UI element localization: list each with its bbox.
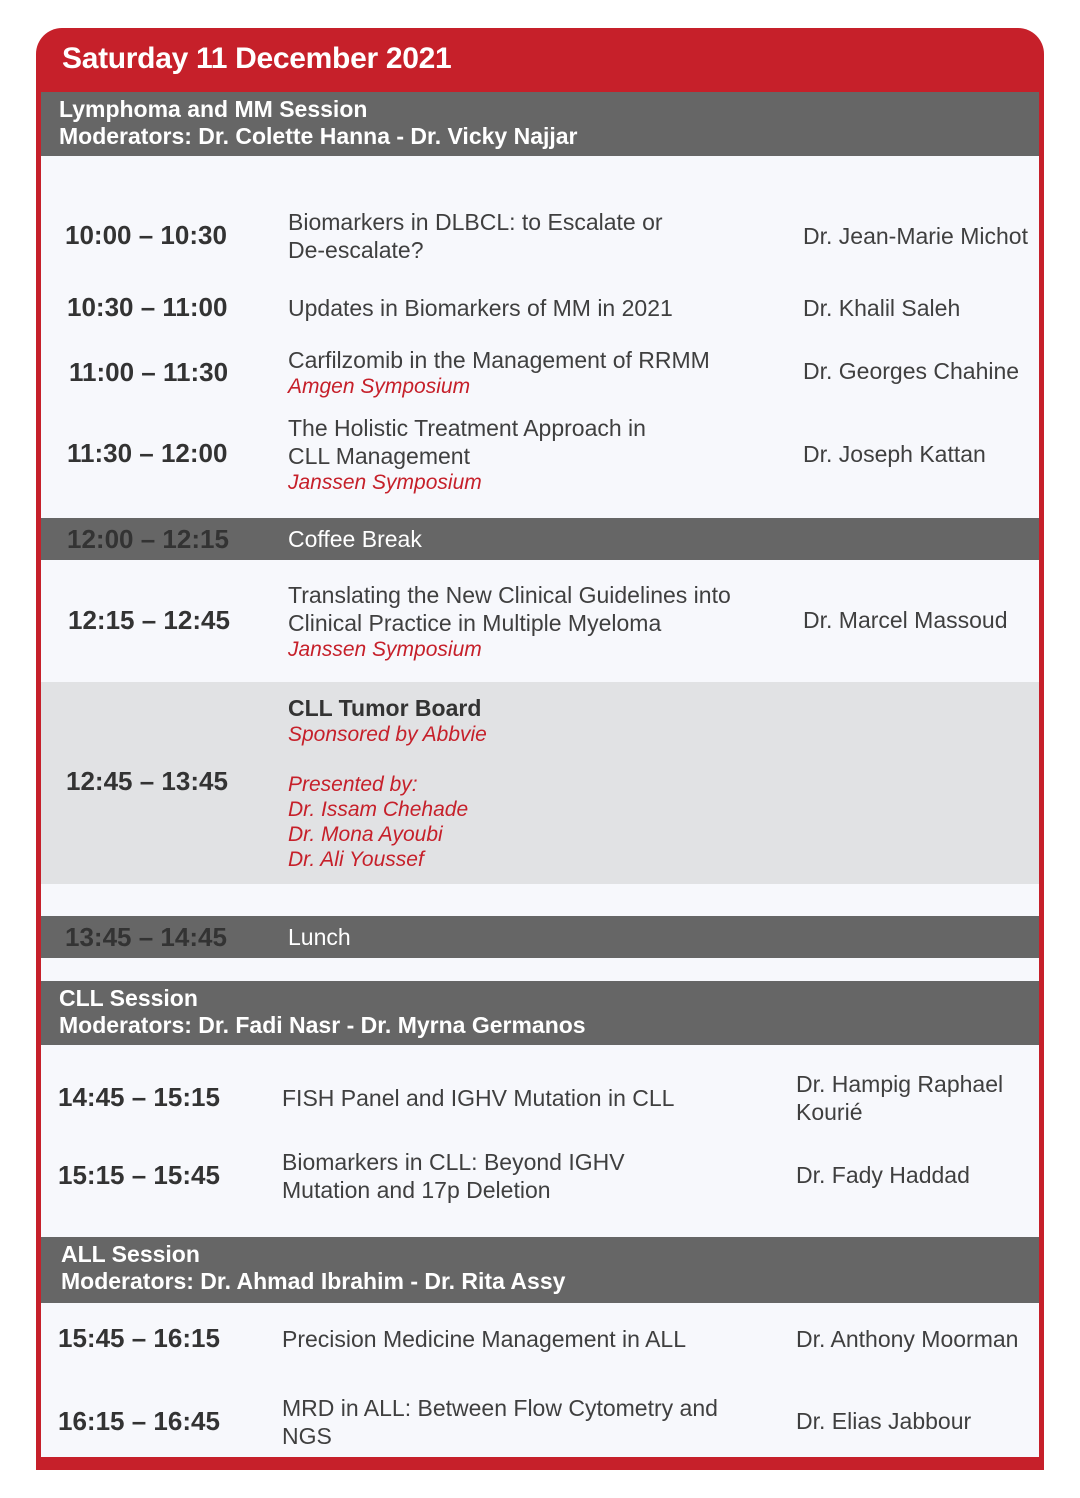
presented-by-label: Presented by:	[288, 773, 418, 796]
talk-speaker: Dr. Marcel Massoud	[803, 607, 1008, 633]
talk-time: 16:15 – 16:45	[58, 1406, 220, 1436]
talk-info	[288, 346, 788, 400]
talk-info	[288, 414, 688, 496]
break-label: Lunch	[288, 924, 351, 950]
talk-time: 11:30 – 12:00	[67, 438, 228, 468]
talk-sponsor: Amgen Symposium	[288, 375, 471, 398]
talk-title: MRD in ALL: Between Flow Cytometry and NGS	[282, 1395, 718, 1449]
talk-title: Carfilzomib in the Management of RRMM	[288, 347, 710, 373]
talk-title: Precision Medicine Management in ALL	[282, 1326, 687, 1352]
talk-time: 14:45 – 15:15	[58, 1082, 220, 1112]
presenter-name: Dr. Mona Ayoubi	[288, 823, 443, 846]
talk-info	[288, 581, 788, 663]
program-body	[41, 92, 1039, 1457]
talk-info	[282, 1084, 762, 1112]
presenter-name: Dr. Issam Chehade	[288, 798, 469, 821]
talk-speaker: Dr. Joseph Kattan	[803, 441, 986, 467]
talk-title: The Holistic Treatment Approach in CLL Management	[288, 415, 646, 469]
talk-title: Biomarkers in DLBCL: to Escalate or De-escalate?	[288, 209, 663, 263]
presenter-name: Dr. Ali Youssef	[288, 848, 424, 871]
session-title: CLL Session	[59, 985, 198, 1011]
break-label: Coffee Break	[288, 526, 422, 552]
talk-info	[282, 1148, 652, 1204]
tumor-board-row	[41, 682, 1039, 884]
talk-speaker: Dr. Jean-Marie Michot	[803, 223, 1028, 249]
break-time: 12:00 – 12:15	[67, 524, 229, 554]
session-header-cll	[41, 981, 1039, 1045]
tumor-board-sponsor: Sponsored by Abbvie	[288, 723, 487, 746]
talk-speaker: Dr. Elias Jabbour	[796, 1408, 972, 1434]
tumor-board-info	[288, 694, 487, 872]
talk-speaker: Dr. Hampig Raphael Kourié	[796, 1071, 1004, 1125]
lunch-break-row	[41, 916, 1039, 958]
talk-info	[288, 294, 788, 322]
talk-time: 11:00 – 11:30	[69, 357, 229, 387]
talk-info	[288, 208, 673, 264]
talk-time: 15:45 – 16:15	[58, 1323, 220, 1353]
talk-speaker: Dr. Fady Haddad	[796, 1162, 970, 1188]
talk-speaker: Dr. Anthony Moorman	[796, 1326, 1019, 1352]
session-title: Lymphoma and MM Session	[59, 96, 368, 122]
session-title: ALL Session	[61, 1241, 200, 1267]
tumor-board-title: CLL Tumor Board	[288, 695, 482, 721]
session-header-lymphoma-mm	[41, 92, 1039, 156]
talk-info	[282, 1394, 752, 1450]
talk-time: 10:00 – 10:30	[65, 220, 227, 250]
talk-time: 12:15 – 12:45	[68, 605, 230, 635]
day-title: Saturday 11 December 2021	[62, 42, 452, 75]
talk-speaker: Dr. Khalil Saleh	[803, 295, 961, 321]
talk-title: Biomarkers in CLL: Beyond IGHV Mutation and 17p Deletion	[282, 1149, 625, 1203]
talk-info	[282, 1325, 762, 1353]
talk-title: Updates in Biomarkers of MM in 2021	[288, 295, 673, 321]
break-time: 13:45 – 14:45	[65, 922, 227, 952]
talk-sponsor: Janssen Symposium	[288, 471, 482, 494]
talk-sponsor: Janssen Symposium	[288, 638, 482, 661]
program-card	[36, 28, 1044, 1470]
session-header-all	[41, 1237, 1039, 1303]
session-moderators: Moderators: Dr. Fadi Nasr - Dr. Myrna Germanos	[59, 1012, 586, 1038]
session-moderators: Moderators: Dr. Ahmad Ibrahim - Dr. Rita Assy	[61, 1268, 566, 1294]
talk-title: FISH Panel and IGHV Mutation in CLL	[282, 1085, 675, 1111]
talk-title: Translating the New Clinical Guidelines into Clinical Practice in Multiple Myeloma	[288, 582, 731, 636]
talk-time: 10:30 – 11:00	[67, 292, 228, 322]
tumor-board-time: 12:45 – 13:45	[66, 766, 228, 796]
talk-time: 15:15 – 15:45	[58, 1160, 220, 1190]
talk-speaker: Dr. Georges Chahine	[803, 358, 1020, 384]
session-moderators: Moderators: Dr. Colette Hanna - Dr. Vicky Najjar	[59, 123, 578, 149]
coffee-break-row	[41, 518, 1039, 560]
